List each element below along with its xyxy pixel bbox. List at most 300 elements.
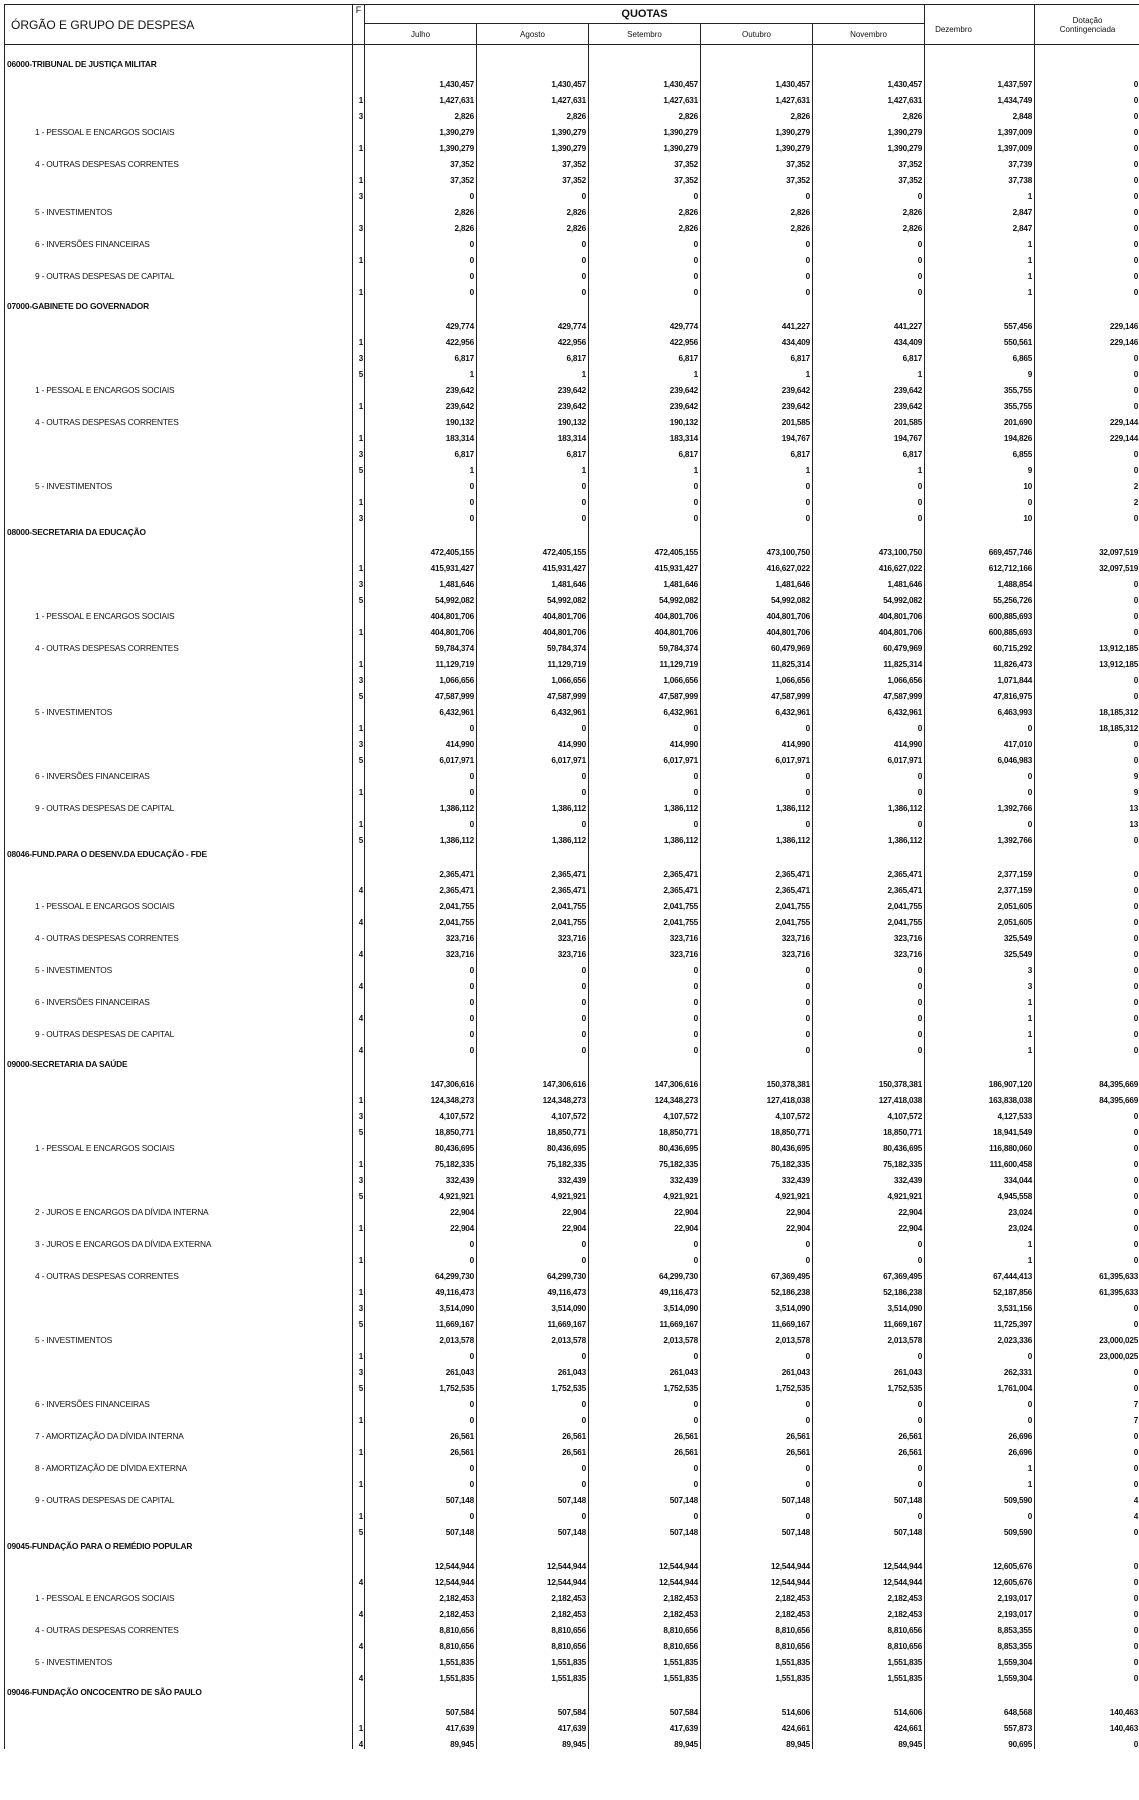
value-novembro: 1,752,535 [813, 1377, 925, 1393]
value-agosto: 1,551,835 [477, 1651, 589, 1667]
value-julho: 80,436,695 [365, 1137, 477, 1153]
value-agosto: 0 [477, 265, 589, 281]
value-dezembro: 1 [925, 1023, 1035, 1039]
value-setembro: 1,551,835 [589, 1667, 701, 1683]
value-dotacao-contingenciada: 0 [1035, 895, 1139, 911]
value-julho: 0 [365, 975, 477, 991]
value-julho: 1,066,656 [365, 669, 477, 685]
value-novembro: 4,921,921 [813, 1185, 925, 1201]
value-dotacao-contingenciada: 0 [1035, 217, 1139, 233]
row-label [5, 781, 353, 797]
value-agosto: 49,116,473 [477, 1281, 589, 1297]
value-setembro: 323,716 [589, 943, 701, 959]
row-label [5, 653, 353, 669]
value-agosto: 2,365,471 [477, 845, 589, 879]
fonte-code [353, 233, 365, 249]
row-label: 1 - PESSOAL E ENCARGOS SOCIAIS [5, 1587, 353, 1603]
row-label: 1 - PESSOAL E ENCARGOS SOCIAIS [5, 121, 353, 137]
grupo-despesa-row [5, 265, 1139, 281]
fonte-code [353, 1651, 365, 1667]
value-dezembro: 18,941,549 [925, 1121, 1035, 1137]
value-outubro: 54,992,082 [701, 589, 813, 605]
fonte-row [5, 105, 1139, 121]
value-novembro: 18,850,771 [813, 1121, 925, 1137]
value-julho: 404,801,706 [365, 621, 477, 637]
value-julho: 507,148 [365, 1489, 477, 1505]
value-agosto: 0 [477, 717, 589, 733]
value-setembro: 147,306,616 [589, 1055, 701, 1089]
row-label: 9 - OUTRAS DESPESAS DE CAPITAL [5, 797, 353, 813]
value-agosto: 2,041,755 [477, 895, 589, 911]
value-novembro: 6,817 [813, 443, 925, 459]
header-orgao-grupo: ÓRGÃO E GRUPO DE DESPESA [5, 5, 353, 45]
grupo-despesa-row [5, 1651, 1139, 1667]
fonte-row [5, 1039, 1139, 1055]
row-label: 6 - INVERSÕES FINANCEIRAS [5, 233, 353, 249]
fonte-row [5, 1409, 1139, 1425]
fonte-row [5, 829, 1139, 845]
fonte-code: 4 [353, 943, 365, 959]
value-setembro: 37,352 [589, 153, 701, 169]
value-dotacao-contingenciada: 0 [1035, 1537, 1139, 1571]
value-agosto: 22,904 [477, 1201, 589, 1217]
row-label [5, 1667, 353, 1683]
value-dezembro: 0 [925, 781, 1035, 797]
fonte-row [5, 443, 1139, 459]
value-dezembro: 1,392,766 [925, 829, 1035, 845]
value-setembro: 0 [589, 265, 701, 281]
orgao-row [5, 1055, 1139, 1089]
value-dotacao-contingenciada: 0 [1035, 1201, 1139, 1217]
value-agosto: 0 [477, 1039, 589, 1055]
header-setembro: Setembro [589, 24, 701, 45]
value-agosto: 1,386,112 [477, 829, 589, 845]
header-agosto: Agosto [477, 24, 589, 45]
value-agosto: 261,043 [477, 1361, 589, 1377]
value-setembro: 472,405,155 [589, 523, 701, 557]
value-dotacao-contingenciada: 23,000,025 [1035, 1329, 1139, 1345]
value-dezembro: 26,696 [925, 1441, 1035, 1457]
value-dezembro: 600,885,693 [925, 605, 1035, 621]
value-outubro: 2,041,755 [701, 911, 813, 927]
grupo-despesa-row [5, 1393, 1139, 1409]
value-dezembro: 4,127,533 [925, 1105, 1035, 1121]
value-agosto: 323,716 [477, 927, 589, 943]
value-julho: 4,921,921 [365, 1185, 477, 1201]
value-julho: 0 [365, 475, 477, 491]
value-agosto: 18,850,771 [477, 1121, 589, 1137]
value-julho: 0 [365, 1473, 477, 1489]
value-novembro: 2,826 [813, 201, 925, 217]
value-julho: 472,405,155 [365, 523, 477, 557]
fonte-row [5, 573, 1139, 589]
row-label: 07000-GABINETE DO GOVERNADOR [5, 297, 353, 331]
value-setembro: 26,561 [589, 1441, 701, 1457]
value-novembro: 1,427,631 [813, 89, 925, 105]
value-dezembro: 1 [925, 185, 1035, 201]
value-setembro: 8,810,656 [589, 1619, 701, 1635]
value-setembro: 1,481,646 [589, 573, 701, 589]
row-label [5, 1441, 353, 1457]
value-outubro: 323,716 [701, 943, 813, 959]
value-julho: 26,561 [365, 1425, 477, 1441]
row-label [5, 1505, 353, 1521]
value-agosto: 1,066,656 [477, 669, 589, 685]
value-novembro: 0 [813, 765, 925, 781]
value-julho: 507,148 [365, 1521, 477, 1537]
value-outubro: 0 [701, 507, 813, 523]
value-dezembro: 1,559,304 [925, 1667, 1035, 1683]
value-outubro: 0 [701, 1039, 813, 1055]
value-novembro: 22,904 [813, 1201, 925, 1217]
value-agosto: 0 [477, 813, 589, 829]
value-dezembro: 1 [925, 991, 1035, 1007]
value-setembro: 0 [589, 281, 701, 297]
fonte-code [353, 1425, 365, 1441]
value-setembro: 190,132 [589, 411, 701, 427]
value-julho: 0 [365, 281, 477, 297]
header-dezembro: Dezembro [925, 5, 1035, 45]
orgao-row [5, 523, 1139, 557]
grupo-despesa-row [5, 1425, 1139, 1441]
fonte-code: 1 [353, 653, 365, 669]
fonte-code: 5 [353, 749, 365, 765]
value-setembro: 332,439 [589, 1169, 701, 1185]
value-julho: 1 [365, 363, 477, 379]
value-outubro: 3,514,090 [701, 1297, 813, 1313]
fonte-row [5, 781, 1139, 797]
value-dotacao-contingenciada: 0 [1035, 1457, 1139, 1473]
row-label: 4 - OUTRAS DESPESAS CORRENTES [5, 153, 353, 169]
value-setembro: 0 [589, 249, 701, 265]
value-outubro: 194,767 [701, 427, 813, 443]
value-dezembro: 325,549 [925, 943, 1035, 959]
value-agosto: 2,182,453 [477, 1603, 589, 1619]
value-novembro: 1,390,279 [813, 121, 925, 137]
row-label: 8 - AMORTIZAÇÃO DE DÍVIDA EXTERNA [5, 1457, 353, 1473]
value-dezembro: 0 [925, 1345, 1035, 1361]
value-dotacao-contingenciada: 0 [1035, 1105, 1139, 1121]
fonte-code: 4 [353, 911, 365, 927]
fonte-code: 3 [353, 1361, 365, 1377]
value-novembro: 323,716 [813, 943, 925, 959]
fonte-code: 1 [353, 1153, 365, 1169]
table-body [5, 45, 1139, 1750]
orgao-row [5, 1683, 1139, 1717]
value-dezembro: 67,444,413 [925, 1265, 1035, 1281]
value-setembro: 0 [589, 991, 701, 1007]
value-dotacao-contingenciada: 0 [1035, 573, 1139, 589]
fonte-code [353, 605, 365, 621]
value-julho: 11,669,167 [365, 1313, 477, 1329]
row-label: 4 - OUTRAS DESPESAS CORRENTES [5, 927, 353, 943]
value-julho: 1,551,835 [365, 1651, 477, 1667]
value-julho: 6,017,971 [365, 749, 477, 765]
value-julho: 26,561 [365, 1441, 477, 1457]
value-agosto: 0 [477, 991, 589, 1007]
value-dotacao-contingenciada: 0 [1035, 1297, 1139, 1313]
fonte-code: 1 [353, 1217, 365, 1233]
fonte-code: 1 [353, 557, 365, 573]
fonte-row [5, 427, 1139, 443]
value-novembro: 1,551,835 [813, 1651, 925, 1667]
value-agosto: 8,810,656 [477, 1635, 589, 1651]
value-dotacao-contingenciada: 7 [1035, 1393, 1139, 1409]
value-agosto: 429,774 [477, 297, 589, 331]
value-dezembro: 2,193,017 [925, 1587, 1035, 1603]
value-outubro: 89,945 [701, 1733, 813, 1749]
fonte-code: 1 [353, 1505, 365, 1521]
value-outubro: 0 [701, 1393, 813, 1409]
value-dotacao-contingenciada: 32,097,519 [1035, 523, 1139, 557]
fonte-row [5, 217, 1139, 233]
fonte-code [353, 765, 365, 781]
value-novembro: 0 [813, 281, 925, 297]
value-julho: 0 [365, 1249, 477, 1265]
value-novembro: 2,013,578 [813, 1329, 925, 1345]
value-julho: 0 [365, 1409, 477, 1425]
fonte-code: 1 [353, 249, 365, 265]
value-outubro: 514,606 [701, 1683, 813, 1717]
value-agosto: 415,931,427 [477, 557, 589, 573]
value-dotacao-contingenciada: 0 [1035, 1023, 1139, 1039]
value-outubro: 80,436,695 [701, 1137, 813, 1153]
value-novembro: 194,767 [813, 427, 925, 443]
value-novembro: 0 [813, 1393, 925, 1409]
value-outubro: 239,642 [701, 395, 813, 411]
value-setembro: 0 [589, 1233, 701, 1249]
value-agosto: 2,826 [477, 201, 589, 217]
value-dezembro: 8,853,355 [925, 1619, 1035, 1635]
row-label: 5 - INVESTIMENTOS [5, 959, 353, 975]
row-label [5, 1007, 353, 1023]
value-setembro: 1,390,279 [589, 137, 701, 153]
value-dezembro: 201,690 [925, 411, 1035, 427]
quota-table [4, 4, 1139, 1749]
value-novembro: 1,066,656 [813, 669, 925, 685]
fonte-code [353, 55, 365, 89]
fonte-row [5, 1361, 1139, 1377]
value-outubro: 0 [701, 491, 813, 507]
value-novembro: 67,369,495 [813, 1265, 925, 1281]
value-julho: 147,306,616 [365, 1055, 477, 1089]
value-novembro: 2,182,453 [813, 1603, 925, 1619]
fonte-row [5, 169, 1139, 185]
value-dotacao-contingenciada: 32,097,519 [1035, 557, 1139, 573]
grupo-despesa-row [5, 1457, 1139, 1473]
value-julho: 22,904 [365, 1217, 477, 1233]
value-agosto: 12,544,944 [477, 1571, 589, 1587]
value-outubro: 127,418,038 [701, 1089, 813, 1105]
value-julho: 1,481,646 [365, 573, 477, 589]
fonte-code [353, 1619, 365, 1635]
value-dezembro: 2,848 [925, 105, 1035, 121]
value-agosto: 0 [477, 1505, 589, 1521]
value-dezembro: 10 [925, 475, 1035, 491]
row-label [5, 1169, 353, 1185]
value-agosto: 2,365,471 [477, 879, 589, 895]
value-dezembro: 3 [925, 975, 1035, 991]
row-label [5, 589, 353, 605]
fonte-code [353, 297, 365, 331]
value-outubro: 0 [701, 1457, 813, 1473]
value-agosto: 2,182,453 [477, 1587, 589, 1603]
fonte-code: 5 [353, 1377, 365, 1393]
value-dezembro: 3,531,156 [925, 1297, 1035, 1313]
value-outubro: 416,627,022 [701, 557, 813, 573]
value-julho: 2,041,755 [365, 911, 477, 927]
value-outubro: 2,826 [701, 201, 813, 217]
value-dotacao-contingenciada: 0 [1035, 153, 1139, 169]
value-novembro: 0 [813, 1409, 925, 1425]
value-outubro: 0 [701, 233, 813, 249]
value-dotacao-contingenciada: 0 [1035, 1667, 1139, 1683]
value-novembro: 0 [813, 959, 925, 975]
value-setembro: 414,990 [589, 733, 701, 749]
fonte-row [5, 459, 1139, 475]
value-setembro: 11,129,719 [589, 653, 701, 669]
fonte-row [5, 717, 1139, 733]
value-agosto: 323,716 [477, 943, 589, 959]
fonte-code: 4 [353, 1571, 365, 1587]
value-julho: 3,514,090 [365, 1297, 477, 1313]
value-julho: 22,904 [365, 1201, 477, 1217]
value-novembro: 2,041,755 [813, 895, 925, 911]
value-outubro: 60,479,969 [701, 637, 813, 653]
value-julho: 6,432,961 [365, 701, 477, 717]
value-dezembro: 0 [925, 813, 1035, 829]
value-novembro: 424,661 [813, 1717, 925, 1733]
value-dezembro: 37,738 [925, 169, 1035, 185]
row-label: 9 - OUTRAS DESPESAS DE CAPITAL [5, 1023, 353, 1039]
value-dotacao-contingenciada: 0 [1035, 249, 1139, 265]
value-dotacao-contingenciada: 0 [1035, 605, 1139, 621]
value-novembro: 0 [813, 781, 925, 797]
value-outubro: 0 [701, 1505, 813, 1521]
value-julho: 0 [365, 813, 477, 829]
value-dotacao-contingenciada: 0 [1035, 1521, 1139, 1537]
value-dotacao-contingenciada: 0 [1035, 347, 1139, 363]
value-dotacao-contingenciada: 0 [1035, 1185, 1139, 1201]
fonte-code [353, 895, 365, 911]
fonte-code [353, 959, 365, 975]
row-label [5, 557, 353, 573]
value-outubro: 0 [701, 813, 813, 829]
value-novembro: 261,043 [813, 1361, 925, 1377]
fonte-row [5, 1603, 1139, 1619]
fonte-row [5, 491, 1139, 507]
row-label [5, 685, 353, 701]
value-setembro: 2,182,453 [589, 1603, 701, 1619]
value-novembro: 2,365,471 [813, 845, 925, 879]
value-agosto: 1,427,631 [477, 89, 589, 105]
fonte-code: 5 [353, 1185, 365, 1201]
value-agosto: 0 [477, 249, 589, 265]
row-label: 5 - INVESTIMENTOS [5, 1329, 353, 1345]
fonte-row [5, 1345, 1139, 1361]
value-julho: 1,551,835 [365, 1667, 477, 1683]
value-dezembro: 163,838,038 [925, 1089, 1035, 1105]
row-label: 6 - INVERSÕES FINANCEIRAS [5, 1393, 353, 1409]
value-dezembro: 60,715,292 [925, 637, 1035, 653]
value-julho: 0 [365, 959, 477, 975]
value-julho: 1,430,457 [365, 55, 477, 89]
value-novembro: 47,587,999 [813, 685, 925, 701]
row-label: 4 - OUTRAS DESPESAS CORRENTES [5, 1619, 353, 1635]
fonte-row [5, 589, 1139, 605]
value-julho: 0 [365, 491, 477, 507]
value-julho: 1 [365, 459, 477, 475]
value-outubro: 4,107,572 [701, 1105, 813, 1121]
value-dezembro: 1 [925, 1457, 1035, 1473]
value-setembro: 417,639 [589, 1717, 701, 1733]
value-dotacao-contingenciada: 0 [1035, 1313, 1139, 1329]
value-agosto: 2,013,578 [477, 1329, 589, 1345]
value-dezembro: 334,044 [925, 1169, 1035, 1185]
value-dotacao-contingenciada: 0 [1035, 1121, 1139, 1137]
fonte-row [5, 137, 1139, 153]
value-julho: 6,817 [365, 443, 477, 459]
value-outubro: 0 [701, 185, 813, 201]
value-outubro: 414,990 [701, 733, 813, 749]
value-agosto: 1,390,279 [477, 137, 589, 153]
value-dezembro: 612,712,166 [925, 557, 1035, 573]
row-label [5, 1571, 353, 1587]
value-outubro: 26,561 [701, 1441, 813, 1457]
value-julho: 37,352 [365, 153, 477, 169]
value-novembro: 37,352 [813, 153, 925, 169]
value-outubro: 12,544,944 [701, 1571, 813, 1587]
value-dotacao-contingenciada: 0 [1035, 459, 1139, 475]
value-dotacao-contingenciada: 229,144 [1035, 427, 1139, 443]
fonte-row [5, 1635, 1139, 1651]
fonte-code: 5 [353, 1521, 365, 1537]
fonte-row [5, 943, 1139, 959]
value-julho: 2,826 [365, 217, 477, 233]
value-outubro: 1,390,279 [701, 137, 813, 153]
fonte-code [353, 1329, 365, 1345]
value-julho: 0 [365, 265, 477, 281]
value-novembro: 1 [813, 363, 925, 379]
fonte-row [5, 733, 1139, 749]
value-setembro: 89,945 [589, 1733, 701, 1749]
value-outubro: 323,716 [701, 927, 813, 943]
row-label [5, 105, 353, 121]
value-julho: 323,716 [365, 943, 477, 959]
value-dotacao-contingenciada: 0 [1035, 1007, 1139, 1023]
value-setembro: 49,116,473 [589, 1281, 701, 1297]
fonte-code [353, 845, 365, 879]
value-setembro: 6,817 [589, 443, 701, 459]
value-setembro: 22,904 [589, 1217, 701, 1233]
value-novembro: 1 [813, 459, 925, 475]
header-dotacao-line2: Contingenciada [1059, 24, 1116, 34]
value-julho: 507,584 [365, 1683, 477, 1717]
value-julho: 332,439 [365, 1169, 477, 1185]
value-outubro: 2,365,471 [701, 845, 813, 879]
value-novembro: 239,642 [813, 379, 925, 395]
row-label [5, 1361, 353, 1377]
row-label [5, 1153, 353, 1169]
fonte-row [5, 507, 1139, 523]
fonte-code [353, 1537, 365, 1571]
row-label [5, 395, 353, 411]
value-setembro: 415,931,427 [589, 557, 701, 573]
value-agosto: 37,352 [477, 153, 589, 169]
value-novembro: 54,992,082 [813, 589, 925, 605]
fonte-code [353, 1489, 365, 1505]
fonte-code: 1 [353, 1441, 365, 1457]
